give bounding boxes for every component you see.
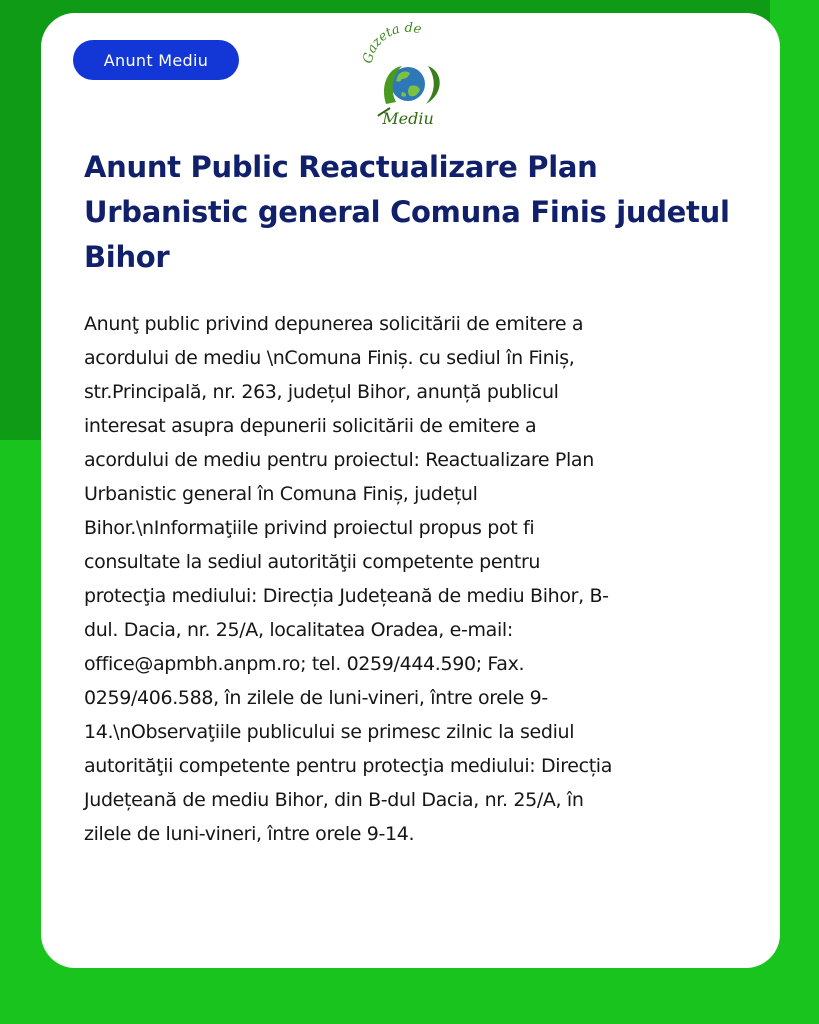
article-body-line: Anunţ public privind depunerea solicitării de emitere a bbox=[84, 313, 584, 335]
category-badge-label: Anunt Mediu bbox=[103, 50, 209, 70]
article-body-line: acordului de mediu pentru proiectul: Reactualizare Plan bbox=[84, 449, 594, 471]
article-body-line: protecţia mediului: Direcția Județeană de mediu Bihor, B- bbox=[84, 585, 609, 607]
article-body-line: 14.\nObservaţiile publicului se primesc zilnic la sediul bbox=[84, 721, 575, 743]
article-body-line: consultate la sediul autorităţii competente pentru bbox=[84, 551, 541, 573]
article-body-line: autorităţii competente pentru protecţia mediului: Direcția bbox=[84, 755, 613, 777]
logo-text-bottom: Mediu bbox=[382, 109, 434, 128]
article-body-line: Bihor.\nInformaţiile privind proiectul propus pot fi bbox=[84, 517, 535, 539]
article-body-line: 0259/406.588, în zilele de luni-vineri, între orele 9- bbox=[84, 687, 548, 709]
article-body-line: str.Principală, nr. 263, județul Bihor, anunță publicul bbox=[84, 381, 559, 403]
article-body-line: acordului de mediu \nComuna Finiș. cu sediul în Finiș, bbox=[84, 347, 575, 369]
gazeta-de-mediu-logo bbox=[352, 20, 462, 132]
article-body-line: Județeană de mediu Bihor, din B-dul Dacia, nr. 25/A, în bbox=[84, 789, 584, 811]
article-body-line: office@apmbh.anpm.ro; tel. 0259/444.590; Fax. bbox=[84, 653, 525, 675]
category-badge[interactable] bbox=[73, 40, 239, 80]
svg-text:Gazeta de bbox=[361, 21, 424, 65]
article-body-line: dul. Dacia, nr. 25/A, localitatea Oradea, e-mail: bbox=[84, 619, 513, 641]
logo-text-top: Gazeta de bbox=[360, 20, 423, 65]
globe-leaf-icon bbox=[352, 20, 462, 132]
article-body-line: interesat asupra depunerii solicitării de emitere a bbox=[84, 415, 537, 437]
article-body-line: Urbanistic general în Comuna Finiș, județul bbox=[84, 483, 478, 505]
article-body bbox=[84, 307, 744, 851]
article-title: Anunt Public Reactualizare Plan Urbanistic general Comuna Finis judetul Bihor bbox=[84, 150, 730, 274]
article-body-line: zilele de luni-vineri, între orele 9-14. bbox=[84, 823, 415, 845]
